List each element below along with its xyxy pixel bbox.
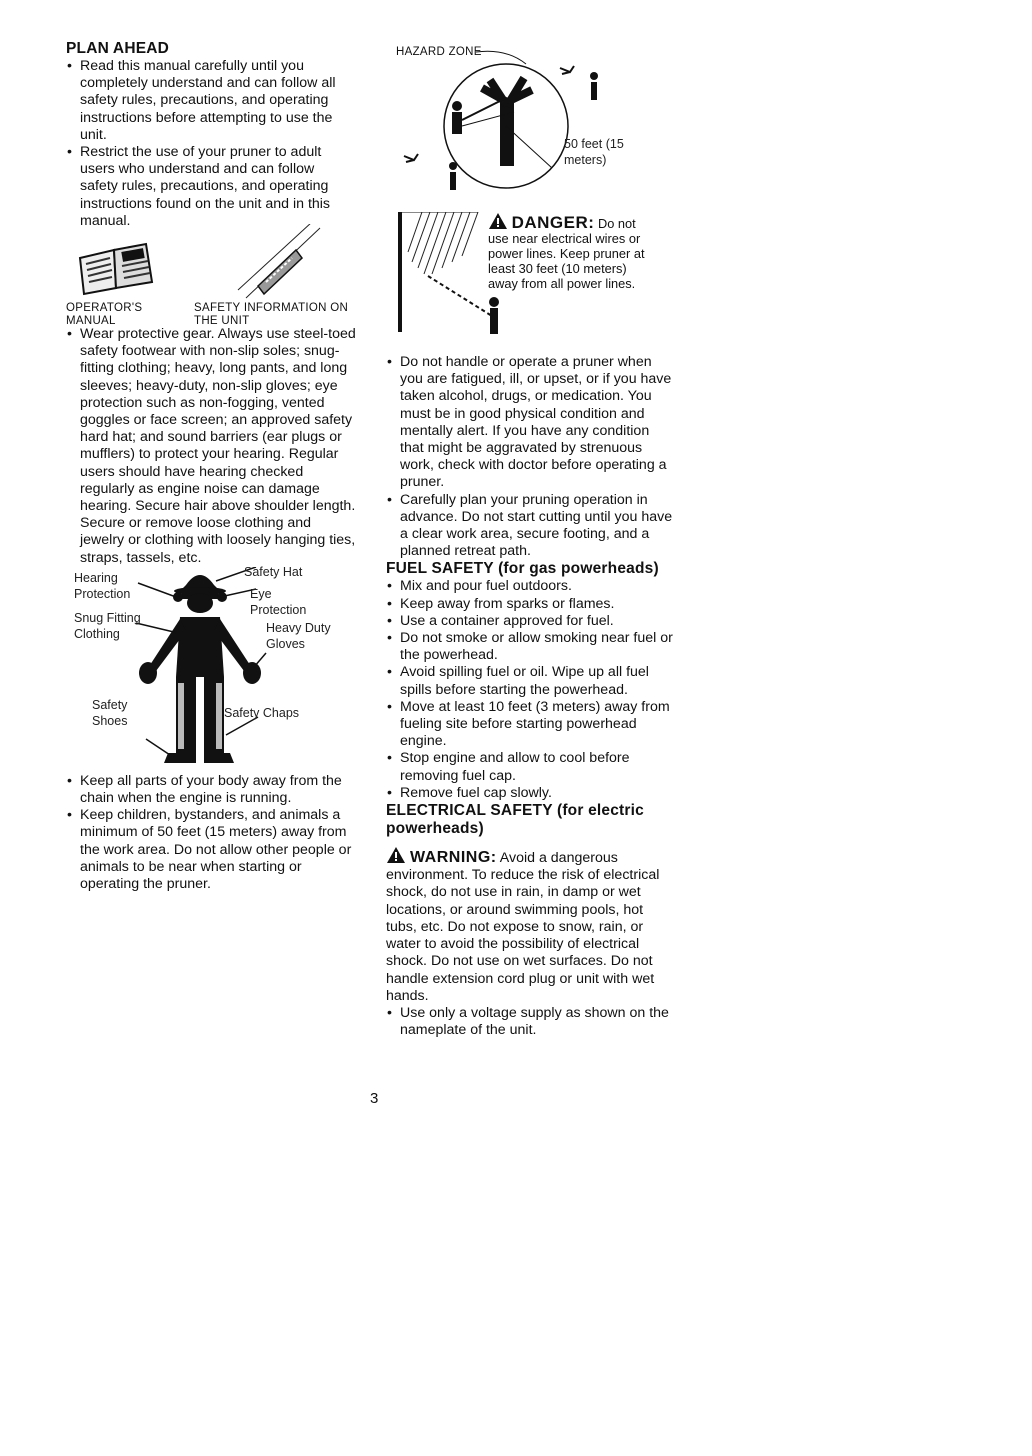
danger-word: DANGER: [511, 213, 589, 232]
electrical-warning: [386, 846, 676, 1005]
fuel-safety-list: [386, 578, 676, 802]
hazard-zone-diagram-icon: [386, 40, 676, 200]
list-item: • Do not smoke or allow smoking near fuel or the powerhead.: [386, 630, 676, 664]
danger-text: DANGER: Do not use near electrical wires or power lines. Keep pruner at least 30 feet (10 meters) away from all power lines.: [488, 213, 645, 291]
operators-manual-caption: OPERATOR'S MANUAL: [66, 302, 143, 328]
list-item: • Use only a voltage supply as shown on the nameplate of the unit.: [386, 1005, 676, 1039]
list-item: • Keep children, bystanders, and animals a minimum of 50 feet (15 meters) away from the work area. Do not allow other people or animals to be near when starting or operating the pruner.: [66, 807, 356, 893]
hearing-protection-label: Hearing Protection: [74, 570, 131, 601]
list-item: • Use a container approved for fuel.: [386, 613, 676, 630]
list-item: • Read this manual carefully until you completely understand and can follow all safety rules, precautions, and operating instructions before attempting to use the unit.: [66, 58, 356, 144]
body-safety-list: [66, 773, 356, 893]
warning-triangle-icon: [488, 212, 508, 230]
condition-list: [386, 354, 676, 560]
safety-chaps-label: Safety Chaps: [224, 705, 300, 720]
heavy-duty-gloves-label: Heavy Duty Gloves: [266, 620, 331, 651]
list-item: • Wear protective gear. Always use steel-toed safety footwear with non-slip soles; snug-fitting clothing; heavy, long pants, and long sleeves; heavy-duty, non-slip gloves; eye protection such as non-fogging, vented goggles or face screen; an approved safety hard hat; and sound barriers (ear plugs or mufflers) to protect your hearing. Regular users should have hearing checked regularly as engine noise can damage hearing. Secure hair above shoulder length. Secure or remove loose clothing and jewelry or clothing with loosely hanging ties, straps, tassels, etc.: [66, 326, 356, 567]
danger-message: Do not use near electrical wires or power lines. Keep pruner at least 30 feet (10 meters) away from all power lines.: [488, 216, 645, 291]
left-column: [66, 40, 356, 893]
page-number: 3: [370, 1090, 379, 1107]
snug-fitting-clothing-label: Snug Fitting Clothing: [74, 610, 141, 641]
hazard-distance-label: 50 feet (15 meters): [564, 137, 624, 167]
warning-triangle-icon: [386, 846, 406, 864]
safety-decal-icon: [236, 224, 326, 304]
hazard-zone-label: HAZARD ZONE: [396, 46, 482, 58]
list-item: • Do not handle or operate a pruner when you are fatigued, ill, or upset, or if you have taken alcohol, drugs, or medication. You must be in good physical condition and mentally alert. If you have any condition that might be aggravated by strenuous work, check with doctor before operating a pruner.: [386, 354, 676, 492]
warning-word: WARNING:: [409, 849, 497, 867]
list-item: • Mix and pour fuel outdoors.: [386, 578, 676, 595]
hazard-zone-figure: [386, 40, 676, 200]
safety-hat-label: Safety Hat: [244, 564, 303, 579]
list-item: • Avoid spilling fuel or oil. Wipe up all fuel spills before starting the powerhead.: [386, 664, 676, 698]
manual-illustrations: [66, 230, 356, 326]
list-item: • Keep all parts of your body away from the chain when the engine is running.: [66, 773, 356, 807]
plan-ahead-list: [66, 58, 356, 230]
electrical-safety-heading: ELECTRICAL SAFETY (for electric powerheads): [386, 802, 644, 838]
fuel-safety-heading: FUEL SAFETY (for gas powerheads): [386, 560, 659, 578]
list-item: • Restrict the use of your pruner to adult users who understand and can follow safety rules, precautions, and operating instructions found on the unit and in this manual.: [66, 144, 356, 230]
gear-list: [66, 326, 356, 567]
safety-shoes-label: Safety Shoes: [92, 697, 128, 728]
list-item: • Carefully plan your pruning operation in advance. Do not start cutting until you have a clear work area, secure footing, and a planned retreat path.: [386, 492, 676, 561]
list-item: • Keep away from sparks or flames.: [386, 596, 676, 613]
electrical-safety-list: [386, 1005, 676, 1039]
warning-message: Avoid a dangerous environment. To reduce the risk of electrical shock, do not use in rain, in damp or wet locations, or around swimming pools, hot tubs, etc. Do not expose to snow, rain, or water to avoid the possibility of electrical shock. Do not use on wet surfaces. Do not handle extension cord plug or unit with wet hands.: [386, 850, 660, 1004]
right-column: [386, 40, 676, 1039]
list-item: • Move at least 10 feet (3 meters) away from fueling site before starting powerhead engine.: [386, 699, 676, 751]
plan-ahead-heading: PLAN AHEAD: [66, 40, 170, 57]
safety-information-caption: SAFETY INFORMATION ON THE UNIT: [194, 302, 349, 328]
eye-protection-label: Eye Protection: [250, 586, 307, 617]
operators-manual-icon: [76, 240, 156, 296]
list-item: • Stop engine and allow to cool before removing fuel cap.: [386, 750, 676, 784]
protective-gear-figure: [66, 564, 356, 773]
danger-block: [386, 212, 676, 354]
list-item: • Remove fuel cap slowly.: [386, 785, 676, 802]
